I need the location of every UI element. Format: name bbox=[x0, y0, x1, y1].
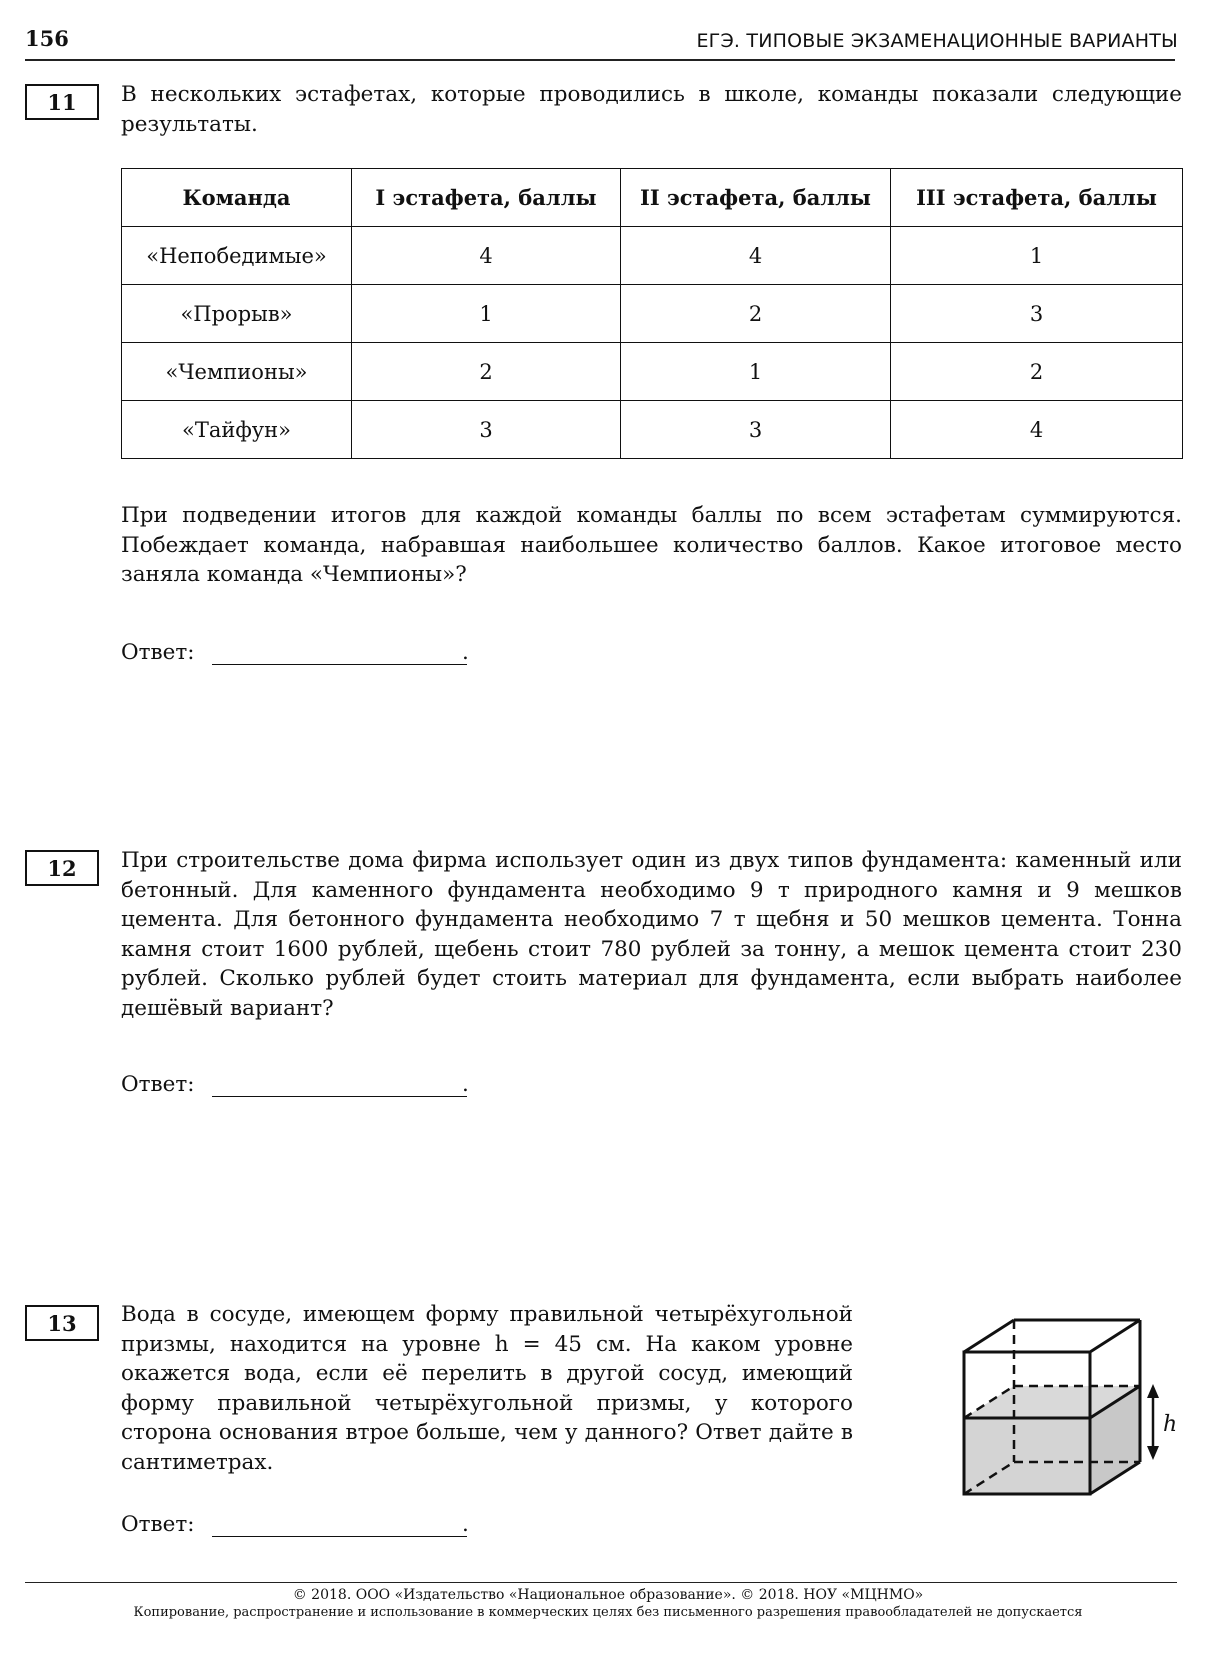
answer-label: Ответ: bbox=[121, 1072, 195, 1097]
task-11-intro: В нескольких эстафетах, которые проводились в школе, команды показали следующие результаты. bbox=[121, 82, 1182, 137]
running-header: ЕГЭ. ТИПОВЫЕ ЭКЗАМЕНАЦИОННЫЕ ВАРИАНТЫ bbox=[696, 30, 1178, 52]
team-name-cell: «Непобедимые» bbox=[122, 227, 352, 285]
height-label: h bbox=[1163, 1412, 1178, 1437]
score-cell: 2 bbox=[352, 343, 621, 401]
score-cell: 1 bbox=[621, 343, 891, 401]
relay-results-table bbox=[121, 168, 1183, 459]
column-header-relay-1: I эстафета, баллы bbox=[352, 169, 621, 227]
prism-water-figure bbox=[950, 1310, 1190, 1500]
column-header-relay-3: III эстафета, баллы bbox=[891, 169, 1183, 227]
score-cell: 1 bbox=[352, 285, 621, 343]
answer-field-12[interactable] bbox=[212, 1096, 467, 1097]
task-number-box-12 bbox=[25, 850, 99, 886]
page-number: 156 bbox=[25, 26, 69, 51]
task-12-text: При строительстве дома фирма использует один из двух типов фундамента: каменный или бетонный. Для каменного фундамента необходимо 9 т природного камня и 9 мешков цемента. Для бетонного фундамента необходимо 7 т щебня и 50 мешков цемента. Тонна камня стоит 1600 рублей, щебень стоит 780 рублей за тонну, а мешок цемента стоит 230 рублей. Сколько рублей будет стоить материал для фундамента, если выбрать наиболее дешёвый вариант? bbox=[121, 848, 1182, 1021]
score-cell: 3 bbox=[352, 401, 621, 459]
task-number: 11 bbox=[47, 89, 77, 115]
column-header-relay-2: II эстафета, баллы bbox=[621, 169, 891, 227]
task-number: 13 bbox=[47, 1310, 77, 1336]
answer-period: . bbox=[462, 640, 469, 665]
footer-divider bbox=[25, 1582, 1177, 1583]
score-cell: 1 bbox=[891, 227, 1183, 285]
answer-period: . bbox=[462, 1072, 469, 1097]
answer-label: Ответ: bbox=[121, 640, 195, 665]
team-name-cell: «Прорыв» bbox=[122, 285, 352, 343]
task-number-box-11 bbox=[25, 84, 99, 120]
answer-label: Ответ: bbox=[121, 1512, 195, 1537]
answer-field-11[interactable] bbox=[212, 664, 467, 665]
task-number-box-13 bbox=[25, 1305, 99, 1341]
task-11-question: При подведении итогов для каждой команды баллы по всем эстафетам суммируются. Побеждает команда, набравшая наибольшее количество баллов. Какое итоговое место заняла команда «Чемпионы»? bbox=[121, 503, 1182, 587]
table-row bbox=[122, 343, 1183, 401]
copyright-line: © 2018. ООО «Издательство «Национальное образование». © 2018. НОУ «МЦНМО» bbox=[292, 1587, 924, 1603]
table-row bbox=[122, 227, 1183, 285]
score-cell: 3 bbox=[891, 285, 1183, 343]
score-cell: 3 bbox=[621, 401, 891, 459]
task-number: 12 bbox=[47, 855, 77, 881]
score-cell: 4 bbox=[352, 227, 621, 285]
table-row bbox=[122, 285, 1183, 343]
header-divider bbox=[25, 59, 1175, 61]
copyright-notice: Копирование, распространение и использование в коммерческих целях без письменного разрешения правообладателей не допускается bbox=[133, 1605, 1083, 1620]
team-name-cell: «Чемпионы» bbox=[122, 343, 352, 401]
table-row bbox=[122, 401, 1183, 459]
table-header-row bbox=[122, 169, 1183, 227]
task-13-text: Вода в сосуде, имеющем форму правильной четырёхугольной призмы, находится на уровне h = 45 см. На каком уровне окажется вода, если её перелить в другой сосуд, имеющий форму правильной четырёхугольной призмы, у которого сторона основания втрое больше, чем у данного? Ответ дайте в сантиметрах. bbox=[121, 1302, 853, 1475]
score-cell: 4 bbox=[891, 401, 1183, 459]
column-header-team: Команда bbox=[122, 169, 352, 227]
answer-period: . bbox=[462, 1512, 469, 1537]
score-cell: 2 bbox=[891, 343, 1183, 401]
score-cell: 2 bbox=[621, 285, 891, 343]
answer-field-13[interactable] bbox=[212, 1536, 467, 1537]
height-arrow bbox=[1147, 1384, 1159, 1460]
score-cell: 4 bbox=[621, 227, 891, 285]
team-name-cell: «Тайфун» bbox=[122, 401, 352, 459]
